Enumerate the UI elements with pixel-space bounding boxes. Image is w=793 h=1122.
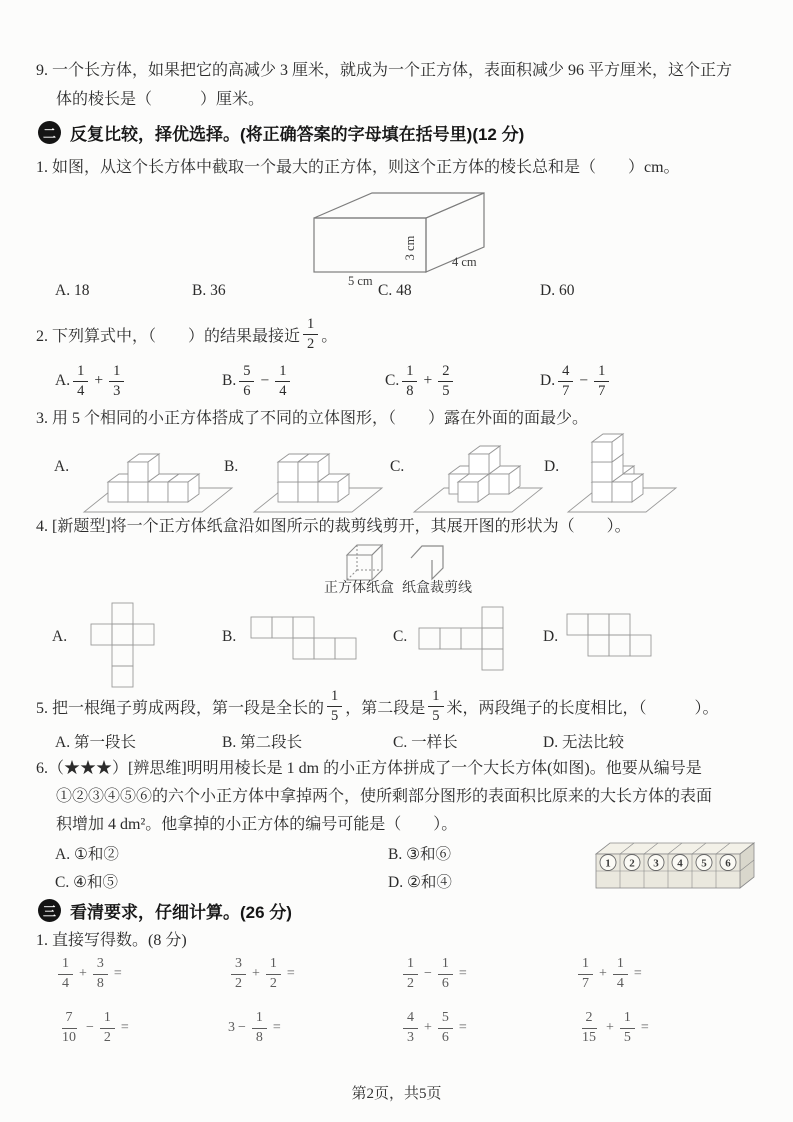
fraction: $\frac{1}{5}$ [428,689,443,724]
cut-line-caption: 纸盒裁剪线 [402,581,472,596]
q6-option-b: B. ③和⑥ [388,846,451,863]
q4-net-b [250,616,359,662]
cuboid-figure [306,186,496,288]
q2-option-d: D. $\frac{4}{7}$ − $\frac{1}{7}$ [540,360,612,402]
fraction: $\frac{2}{5}$ [438,364,453,399]
section-two-title: 反复比较，择优选择。(将正确答案的字母填在括号里)(12 分) [70,125,525,144]
block-number-6: 6 [725,857,731,870]
fraction: $\frac{3}{8}$ [93,957,108,991]
section-three-title: 看清要求，仔细计算。(26 分) [70,903,292,922]
q5-option-d: D. 无法比较 [543,734,624,751]
fraction: $\frac{1}{4}$ [58,957,73,991]
height-label: 3 cm [403,235,417,261]
section-three-badge-icon: 三 [38,899,61,922]
block-number-5: 5 [701,857,707,870]
fraction: $\frac{1}{4}$ [275,364,290,399]
question-6-line1: 6.（★★★）[辨思维]明明用棱长是 1 dm 的小正方体拼成了一个大长方体(如图)。他要从编号是 [36,760,702,777]
fraction: $\frac{2}{15}$ [582,1010,596,1045]
question-6-line2: ①②③④⑤⑥的六个小正方体中拿掉两个，使所剩部分图形的表面积比原来的大长方体的表面 [56,788,713,805]
question-4-text: 4. [新题型]将一个正方体纸盒沿如图所示的裁剪线剪开，其展开图的形状为（ ）。 [36,518,631,535]
numbered-block-figure [588,834,760,896]
q1-option-d: D. 60 [540,282,575,299]
q1-option-b: B. 36 [192,282,226,299]
q3-option-a-label: A. [54,458,70,475]
q2-option-a: A. $\frac{1}{4}$ + $\frac{1}{3}$ [55,360,127,402]
question-9-line2: 体的棱长是（ ）厘米。 [56,91,265,108]
question-3-text: 3. 用 5 个相同的小正方体搭成了不同的立体图形，（ ）露在外面的面最少。 [36,410,589,427]
calc-title: 1. 直接写得数。(8 分) [36,932,187,949]
q3-option-b-label: B. [224,458,239,475]
q3-figure-d [560,420,720,520]
fraction: $\frac{1}{2}$ [303,317,318,352]
fraction: $\frac{1}{8}$ [252,1011,267,1045]
fraction: $\frac{1}{2}$ [266,957,281,991]
calc-problem-2: $\frac{3}{2}$ + $\frac{1}{2}$ = [228,952,298,996]
fraction: $\frac{1}{4}$ [73,364,88,399]
calc-problem-5: $\frac{7}{10}$ − $\frac{1}{2}$ = [55,1006,132,1050]
fraction: $\frac{3}{2}$ [231,957,246,991]
fraction: $\frac{1}{5}$ [327,689,342,724]
question-9-line1: 9. 一个长方体，如果把它的高减少 3 厘米，就成为一个正方体，表面积减少 96 平方厘米，这个正方 [36,62,733,79]
cube-box-caption: 正方体纸盒 [324,581,394,596]
calc-problem-7: $\frac{4}{3}$ + $\frac{5}{6}$ = [400,1006,470,1050]
question-5-text: 5. 把一根绳子剪成两段，第一段是全长的 $\frac{1}{5}$ ，第二段是 $\frac{1}{5}$ 米，两段绳子的长度相比，（ ）。 [36,687,719,724]
calc-problem-1: $\frac{1}{4}$ + $\frac{3}{8}$ = [55,952,125,996]
question-6-line3: 积增加 4 dm²。他拿掉的小正方体的编号可能是（ ）。 [56,816,458,833]
q4-option-c-label: C. [393,628,408,645]
fraction: $\frac{4}{7}$ [558,364,573,399]
block-number-4: 4 [677,857,683,870]
calc-problem-3: $\frac{1}{2}$ − $\frac{1}{6}$ = [400,952,470,996]
question-1-text: 1. 如图，从这个长方体中截取一个最大的正方体，则这个正方体的棱长总和是（ ）cm。 [36,159,680,176]
calc-problem-6: 3 − $\frac{1}{8}$ = [228,1010,281,1045]
fraction: $\frac{1}{4}$ [613,957,628,991]
q5-option-c: C. 一样长 [393,734,458,751]
fraction: $\frac{1}{3}$ [109,364,124,399]
block-number-2: 2 [629,857,635,870]
question-2-text: 2. 下列算式中，（ ）的结果最接近 $\frac{1}{2}$ 。 [36,315,338,352]
calc-problem-8: $\frac{2}{15}$ + $\frac{1}{5}$ = [575,1006,652,1050]
q4-option-a-label: A. [52,628,68,645]
q3-figure-c [406,420,566,520]
q6-option-a: A. ①和② [55,846,119,863]
q4-net-c [418,606,506,673]
calc-problem-4: $\frac{1}{7}$ + $\frac{1}{4}$ = [575,952,645,996]
section-two-badge-icon: 二 [38,121,61,144]
width-label: 5 cm [348,274,373,288]
fraction: $\frac{1}{7}$ [594,364,609,399]
fraction: $\frac{1}{6}$ [438,957,453,991]
q6-option-d: D. ②和④ [388,874,452,891]
fraction: $\frac{5}{6}$ [438,1011,453,1045]
whole-number: 3 [228,1020,235,1035]
fraction: $\frac{7}{10}$ [62,1010,76,1045]
fraction: $\frac{1}{7}$ [578,957,593,991]
q5-option-a: A. 第一段长 [55,734,136,751]
q5-option-b: B. 第二段长 [222,734,303,751]
q1-option-a: A. 18 [55,282,90,299]
depth-label: 4 cm [452,255,477,269]
q3-figure-a [76,420,239,520]
block-number-1: 1 [605,857,611,870]
fraction: $\frac{1}{5}$ [620,1011,635,1045]
fraction: $\frac{1}{8}$ [402,364,417,399]
q4-net-a [90,602,157,690]
q2-option-b: B. $\frac{5}{6}$ − $\frac{1}{4}$ [222,360,293,402]
q3-figure-b [246,420,406,520]
block-number-3: 3 [653,857,659,870]
q6-option-c: C. ④和⑤ [55,874,118,891]
fraction: $\frac{4}{3}$ [403,1011,418,1045]
q4-option-d-label: D. [543,628,559,645]
q1-option-c: C. 48 [378,282,412,299]
page-footer: 第2页，共5页 [351,1086,442,1102]
q3-option-c-label: C. [390,458,405,475]
section-two-header [38,120,524,145]
q4-net-d [566,613,654,659]
q2-option-c: C. $\frac{1}{8}$ + $\frac{2}{5}$ [385,360,456,402]
q4-option-b-label: B. [222,628,237,645]
fraction: $\frac{1}{2}$ [403,957,418,991]
section-three-header [38,898,292,923]
fraction: $\frac{1}{2}$ [100,1011,115,1045]
q3-option-d-label: D. [544,458,560,475]
fraction: $\frac{5}{6}$ [239,364,254,399]
